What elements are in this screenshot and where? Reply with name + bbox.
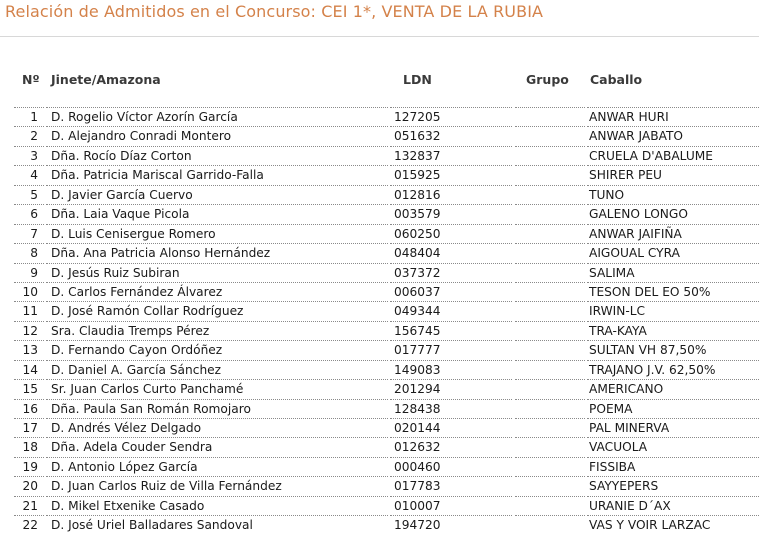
cell-rider: Dña. Rocío Díaz Corton [46,146,388,165]
cell-horse: ANWAR JABATO [587,126,759,145]
cell-number: 6 [14,204,44,223]
cell-number: 9 [14,263,44,282]
cell-rider: D. Jesús Ruiz Subiran [46,263,388,282]
cell-rider: D. Juan Carlos Ruiz de Villa Fernández [46,476,388,495]
cell-group [515,340,585,359]
cell-number: 4 [14,165,44,184]
cell-group [515,263,585,282]
cell-ldn: 194720 [390,515,512,534]
cell-horse: SALIMA [587,263,759,282]
cell-group [515,399,585,418]
header-ldn: LDN [403,72,432,87]
header-number: Nº [22,72,40,87]
cell-horse: ANWAR HURI [587,107,759,126]
table-row [0,185,759,204]
cell-ldn: 006037 [390,282,512,301]
table-row [0,515,759,534]
cell-group [515,437,585,456]
cell-group [515,224,585,243]
cell-ldn: 201294 [390,379,512,398]
table-row [0,399,759,418]
cell-ldn: 015925 [390,165,512,184]
cell-horse: AMERICANO [587,379,759,398]
cell-rider: Sr. Juan Carlos Curto Panchamé [46,379,388,398]
table-row [0,418,759,437]
cell-ldn: 010007 [390,496,512,515]
cell-horse: TUNO [587,185,759,204]
cell-rider: Dña. Ana Patricia Alonso Hernández [46,243,388,262]
cell-rider: D. Carlos Fernández Álvarez [46,282,388,301]
cell-group [515,496,585,515]
table-row [0,165,759,184]
header-group: Grupo [526,72,569,87]
cell-ldn: 037372 [390,263,512,282]
cell-rider: Dña. Paula San Román Romojaro [46,399,388,418]
table-row [0,243,759,262]
cell-ldn: 060250 [390,224,512,243]
table-header [0,70,759,90]
cell-group [515,165,585,184]
cell-group [515,185,585,204]
table-row [0,457,759,476]
cell-ldn: 012816 [390,185,512,204]
cell-rider: D. Javier García Cuervo [46,185,388,204]
cell-group [515,107,585,126]
cell-number: 16 [14,399,44,418]
cell-ldn: 020144 [390,418,512,437]
table-row [0,476,759,495]
header-rider: Jinete/Amazona [51,72,161,87]
cell-number: 14 [14,360,44,379]
cell-ldn: 156745 [390,321,512,340]
cell-ldn: 049344 [390,301,512,320]
table-row [0,496,759,515]
cell-horse: PAL MINERVA [587,418,759,437]
cell-ldn: 012632 [390,437,512,456]
cell-number: 11 [14,301,44,320]
cell-group [515,301,585,320]
cell-horse: VACUOLA [587,437,759,456]
cell-group [515,282,585,301]
cell-number: 21 [14,496,44,515]
cell-number: 20 [14,476,44,495]
cell-group [515,146,585,165]
cell-group [515,243,585,262]
cell-horse: SHIRER PEU [587,165,759,184]
table-row [0,301,759,320]
cell-horse: TRA-KAYA [587,321,759,340]
cell-group [515,418,585,437]
cell-number: 13 [14,340,44,359]
cell-horse: CRUELA D'ABALUME [587,146,759,165]
table-row [0,224,759,243]
cell-ldn: 000460 [390,457,512,476]
cell-number: 17 [14,418,44,437]
cell-rider: D. Daniel A. García Sánchez [46,360,388,379]
page-title: Relación de Admitidos en el Concurso: CEI 1*, VENTA DE LA RUBIA [5,2,544,21]
cell-group [515,126,585,145]
cell-number: 15 [14,379,44,398]
cell-horse: ANWAR JAIFIÑA [587,224,759,243]
cell-rider: Dña. Adela Couder Sendra [46,437,388,456]
cell-horse: TRAJANO J.V. 62,50% [587,360,759,379]
cell-horse: TESON DEL EO 50% [587,282,759,301]
cell-horse: SAYYEPERS [587,476,759,495]
cell-group [515,515,585,534]
cell-rider: D. Andrés Vélez Delgado [46,418,388,437]
table-row [0,107,759,126]
table-row [0,282,759,301]
cell-number: 5 [14,185,44,204]
cell-rider: Sra. Claudia Tremps Pérez [46,321,388,340]
cell-number: 18 [14,437,44,456]
cell-rider: D. José Uriel Balladares Sandoval [46,515,388,534]
cell-number: 8 [14,243,44,262]
cell-ldn: 003579 [390,204,512,223]
cell-group [515,204,585,223]
cell-rider: D. Luis Cenisergue Romero [46,224,388,243]
table-row [0,437,759,456]
cell-group [515,321,585,340]
cell-horse: AIGOUAL CYRA [587,243,759,262]
cell-rider: D. Mikel Etxenike Casado [46,496,388,515]
cell-horse: FISSIBA [587,457,759,476]
cell-ldn: 127205 [390,107,512,126]
cell-rider: Dña. Laia Vaque Picola [46,204,388,223]
table-row [0,379,759,398]
header-horse: Caballo [590,72,643,87]
cell-number: 19 [14,457,44,476]
table-row [0,204,759,223]
admitted-table [0,107,759,535]
table-row [0,360,759,379]
cell-group [515,476,585,495]
cell-number: 2 [14,126,44,145]
cell-group [515,360,585,379]
cell-horse: VAS Y VOIR LARZAC [587,515,759,534]
cell-group [515,457,585,476]
table-row [0,321,759,340]
table-row [0,340,759,359]
cell-ldn: 132837 [390,146,512,165]
cell-horse: IRWIN-LC [587,301,759,320]
cell-number: 1 [14,107,44,126]
cell-ldn: 017783 [390,476,512,495]
cell-horse: POEMA [587,399,759,418]
cell-horse: URANIE D´AX [587,496,759,515]
cell-rider: Dña. Patricia Mariscal Garrido-Falla [46,165,388,184]
cell-ldn: 017777 [390,340,512,359]
cell-number: 22 [14,515,44,534]
cell-ldn: 048404 [390,243,512,262]
cell-rider: D. José Ramón Collar Rodríguez [46,301,388,320]
title-divider [0,36,759,37]
cell-horse: GALENO LONGO [587,204,759,223]
cell-ldn: 149083 [390,360,512,379]
cell-rider: D. Rogelio Víctor Azorín García [46,107,388,126]
cell-number: 7 [14,224,44,243]
cell-horse: SULTAN VH 87,50% [587,340,759,359]
cell-ldn: 128438 [390,399,512,418]
cell-rider: D. Antonio López García [46,457,388,476]
cell-rider: D. Alejandro Conradi Montero [46,126,388,145]
cell-number: 10 [14,282,44,301]
cell-ldn: 051632 [390,126,512,145]
table-row [0,146,759,165]
cell-rider: D. Fernando Cayon Ordóñez [46,340,388,359]
table-row [0,263,759,282]
cell-number: 3 [14,146,44,165]
cell-group [515,379,585,398]
cell-number: 12 [14,321,44,340]
table-row [0,126,759,145]
